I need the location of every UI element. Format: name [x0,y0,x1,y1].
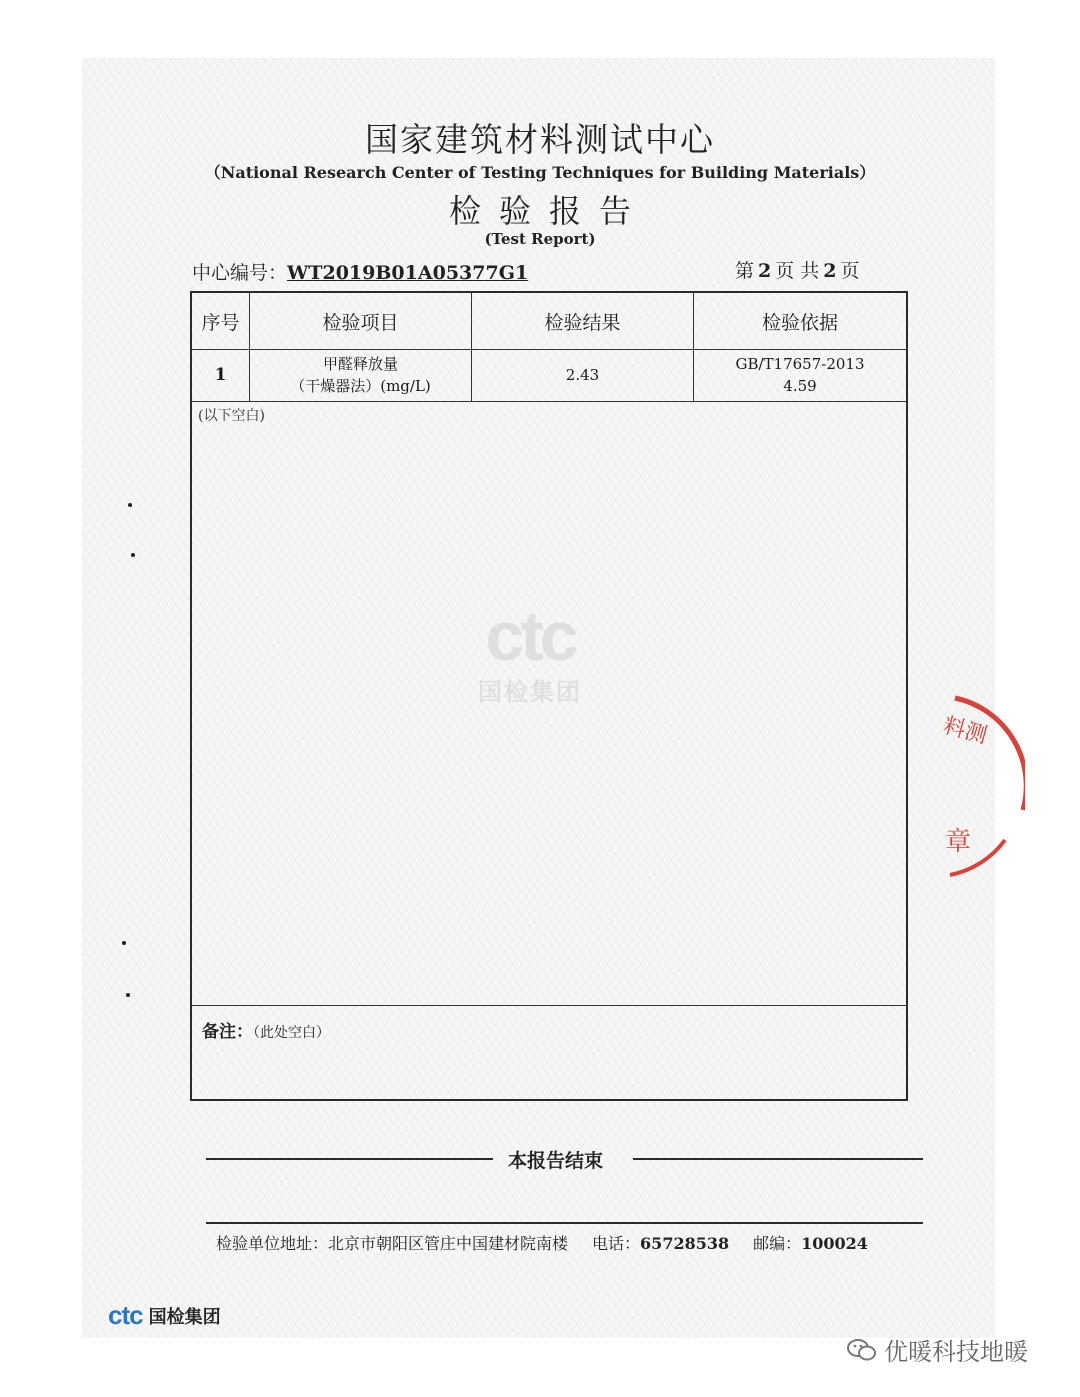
scan-speck [122,941,126,945]
scan-speck [131,553,135,557]
red-seal-stamp [935,690,1025,880]
zip-label: 邮编： [753,1234,802,1253]
page-indicator [735,256,860,283]
remarks-divider [192,1005,906,1006]
org-title-en: （National Research Center of Testing Techniques for Building Materials） [204,163,876,182]
cell-basis-line1: GB/T17657-2013 [735,355,865,373]
page-prefix: 第 [735,260,755,282]
page-total: 2 [823,260,837,282]
wechat-account [846,1332,1028,1367]
address-value: 北京市朝阳区管庄中国建材院南楼 [328,1234,569,1253]
cell-item-line1: 甲醛释放量 [322,355,398,373]
col-header-result: 检验结果 [472,293,694,349]
ctc-logo [108,1300,221,1331]
lab-address [216,1231,868,1254]
report-title-en: (Test Report) [484,230,596,248]
cell-item-line2: （干燥器法）(mg/L) [290,377,431,395]
center-number-value: WT2019B01A05377G1 [287,262,529,284]
cell-basis-line2: 4.59 [783,377,817,395]
page-suffix: 页 [840,260,860,282]
address-rule [206,1222,923,1224]
wechat-icon [846,1337,878,1363]
col-header-basis: 检验依据 [761,311,838,334]
report-end: 本报告结束 [508,1150,604,1172]
ctc-logo-mark: ctc [108,1300,143,1330]
report-title-cn: 检验报告 [448,192,649,230]
scan-speck [128,503,132,507]
col-header-no: 序号 [192,293,250,349]
cell-basis [694,349,906,401]
cell-result: 2.43 [472,349,694,401]
tel-label: 电话： [592,1234,641,1253]
page-mid: 页 共 [775,260,820,282]
tel-value: 65728538 [640,1234,730,1253]
svg-text:料测: 料测 [940,713,990,749]
watermark-mark: ctc [485,597,575,675]
end-rule-left [206,1158,493,1160]
page-number: 2 [758,260,772,282]
org-title-cn: 国家建筑材料测试中心 [365,120,715,159]
col-header-item: 检验项目 [250,293,472,349]
row-divider [192,401,906,402]
ctc-logo-text: 国检集团 [148,1306,221,1328]
center-number [192,258,528,285]
blank-note: (以下空白) [198,408,265,424]
svg-text:章: 章 [945,827,972,857]
scan-speck [126,993,130,997]
end-rule-right [633,1158,923,1160]
cell-item [250,349,472,401]
remarks-value: （此处空白） [253,1025,330,1041]
center-number-label: 中心编号： [192,262,288,284]
zip-value: 100024 [801,1234,868,1253]
cell-no: 1 [192,349,250,401]
ctc-watermark [440,597,620,707]
address-label: 检验单位地址： [216,1234,329,1253]
remarks [202,1017,330,1042]
watermark-text: 国检集团 [478,678,582,706]
remarks-label: 备注： [202,1022,253,1042]
account-name: 优暖科技地暖 [884,1338,1028,1366]
